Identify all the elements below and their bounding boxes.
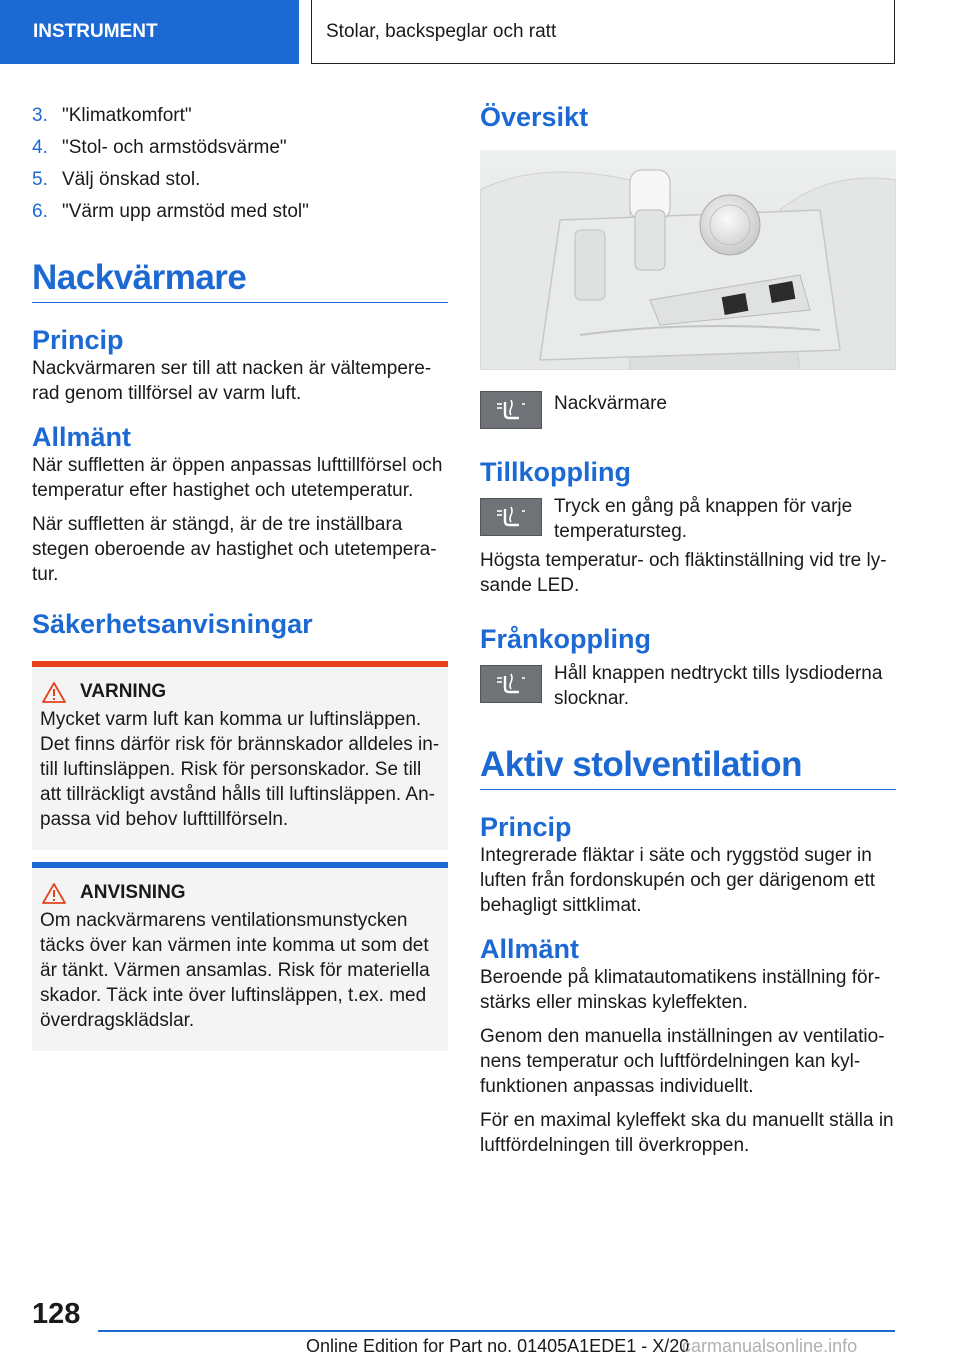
center-console-image — [480, 150, 896, 370]
heading-oversikt: Översikt — [480, 102, 589, 132]
frankoppling-instruction: Håll knappen nedtryckt tills lysdioderna slocknar. — [554, 663, 883, 709]
page-number: 128 — [32, 1298, 81, 1330]
allmant-paragraph-2: När suffletten är stängd, är de tre inställbara stegen oberoende av hastighet och utetempera-tur. — [32, 514, 437, 585]
step-list — [32, 100, 448, 228]
step-text: "Värm upp armstöd med stol" — [62, 201, 309, 222]
heading-frankoppling: Frånkoppling — [480, 624, 651, 654]
header-chapter: Stolar, backspeglar och ratt — [311, 0, 895, 64]
notice-title-row — [40, 882, 440, 904]
section-title-aktiv-stolventilation: Aktiv stolventilation — [480, 745, 896, 790]
tillkoppling-row — [480, 494, 896, 544]
legend-row — [480, 391, 896, 429]
warning-box — [32, 661, 448, 850]
allmant2-paragraph-2: Genom den manuella inställningen av ventilatio-nens temperatur och luftfördelningen kan kyl-funktionen anpassas individuellt. — [480, 1026, 885, 1097]
watermark: carmanualsonline.info — [682, 1336, 858, 1356]
step-number: 6. — [32, 201, 48, 222]
notice-text: Om nackvärmarens ventilationsmunstycken täcks över kan värmen inte komma ut som det är tänkt. Värmen ansamlas. Risk för materiella skador. Täck inte över luftinsläppen, t.ex. med överdragsklädslar. — [40, 910, 430, 1031]
allmant-paragraph-1: När suffletten är öppen anpassas lufttillförsel och temperatur efter hastighet och utetemperatur. — [32, 455, 443, 501]
left-column — [32, 100, 448, 1051]
heading-allmant-2: Allmänt — [480, 934, 580, 964]
princip-text: Nackvärmaren ser till att nacken är vältempere-rad genom tillförsel av varm luft. — [32, 358, 432, 404]
section-title-nackvarmare: Nackvärmare — [32, 258, 448, 303]
list-item — [32, 196, 448, 228]
neck-warmer-button-icon — [480, 498, 542, 536]
step-number: 4. — [32, 137, 48, 158]
heading-tillkoppling: Tillkoppling — [480, 457, 631, 487]
list-item — [32, 100, 448, 132]
warning-triangle-icon — [42, 883, 66, 904]
neck-warmer-button-icon — [480, 665, 542, 703]
heading-sakerhetsanvisningar: Säkerhetsanvisningar — [32, 609, 313, 639]
warning-title-row — [40, 681, 440, 703]
warning-triangle-icon — [42, 682, 66, 703]
neck-warmer-button-icon — [480, 391, 542, 429]
frankoppling-row — [480, 661, 896, 711]
edition-text: Online Edition for Part no. 01405A1EDE1 - X/20 — [306, 1336, 690, 1356]
console-illustration — [480, 150, 896, 370]
allmant2-paragraph-1: Beroende på klimatautomatikens inställning för-stärks eller minskas kyleffekten. — [480, 967, 881, 1013]
footer-divider — [98, 1330, 895, 1332]
legend-label: Nackvärmare — [554, 393, 667, 414]
step-number: 3. — [32, 105, 48, 126]
warning-text: Mycket varm luft kan komma ur luftinsläppen. Det finns därför risk för brännskador alldeles in-till luftinsläppen. Risk för personskador. Se till att tillräckligt avstånd hålls till luftinsläppen. An-passa vid behov lufttillförseln. — [40, 709, 440, 830]
list-item — [32, 164, 448, 196]
notice-title: ANVISNING — [80, 882, 186, 903]
tillkoppling-instruction: Tryck en gång på knappen för varje temperatursteg. — [554, 496, 853, 542]
step-text: "Klimatkomfort" — [62, 105, 192, 126]
list-item — [32, 132, 448, 164]
step-number: 5. — [32, 169, 48, 190]
tillkoppling-text: Högsta temperatur- och fläktinställning vid tre ly-sande LED. — [480, 550, 887, 596]
step-text: Välj önskad stol. — [62, 169, 201, 190]
notice-box — [32, 862, 448, 1051]
step-text: "Stol- och armstödsvärme" — [62, 137, 287, 158]
allmant2-paragraph-3: För en maximal kyleffekt ska du manuellt ställa in luftfördelningen till överkroppen. — [480, 1110, 894, 1156]
heading-allmant: Allmänt — [32, 422, 132, 452]
right-column — [480, 100, 896, 1158]
warning-title: VARNING — [80, 681, 167, 702]
header-section: INSTRUMENT — [0, 0, 299, 64]
princip-text-2: Integrerade fläktar i säte och ryggstöd suger in luften från fordonskupén och ger därigenom ett behagligt sittklimat. — [480, 845, 876, 916]
heading-princip-2: Princip — [480, 812, 572, 842]
heading-princip: Princip — [32, 325, 124, 355]
